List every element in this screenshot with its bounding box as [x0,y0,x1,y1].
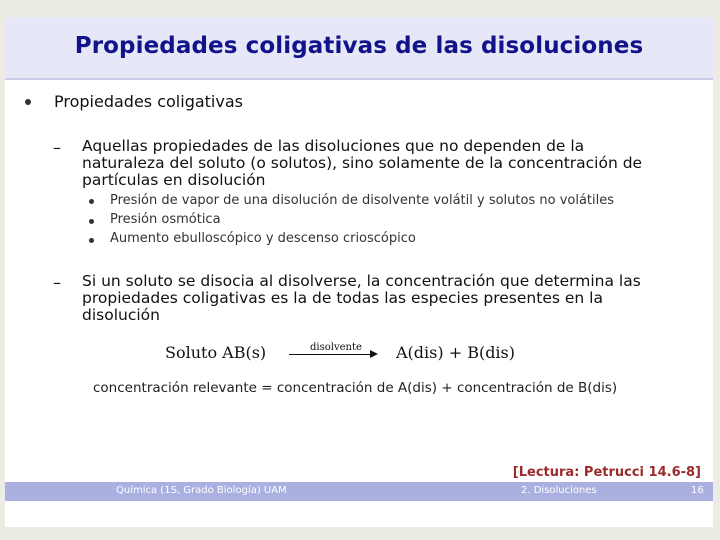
relevance-line: concentración relevante = concentración de A(dis) + concentración de B(dis) [93,380,618,396]
dash-icon: – [53,273,61,292]
section2-line-3: disolución [82,306,160,324]
main-bullet-icon [25,99,31,105]
footer-page-number: 16 [691,485,704,496]
title-divider [5,78,713,80]
equation-arrow-label: disolvente [310,342,362,353]
footer-bar [5,482,713,501]
arrow-head-icon [370,350,378,358]
sub-item-2: Presión osmótica [110,212,221,227]
section1-line-2: naturaleza del soluto (o solutos), sino solamente de la concentración de [82,154,643,172]
sub-bullet-icon [89,238,94,243]
equation-left: Soluto AB(s) [165,343,267,362]
footer-chapter: 2. Disoluciones [521,485,597,496]
title-bar [5,17,713,78]
sub-item-3: Aumento ebulloscópico y descenso crioscópico [110,231,416,246]
reaction-arrow-icon [289,354,371,355]
sub-bullet-icon [89,199,94,204]
section1-line-1: Aquellas propiedades de las disoluciones que no dependen de la [82,137,585,155]
equation-right: A(dis) + B(dis) [396,343,515,362]
main-bullet-text: Propiedades coligativas [54,92,243,111]
section2-line-1: Si un soluto se disocia al disolverse, la concentración que determina las [82,272,641,290]
slide [5,17,713,527]
sub-bullet-icon [89,219,94,224]
section1-line-3: partículas en disolución [82,171,266,189]
footer-course: Química (1S, Grado Biología) UAM [116,485,287,496]
section2-line-2: propiedades coligativas es la de todas las especies presentes en la [82,289,603,307]
slide-title: Propiedades coligativas de las disoluciones [74,33,644,59]
sub-item-1: Presión de vapor de una disolución de disolvente volátil y solutos no volátiles [110,193,615,208]
reading-reference: [Lectura: Petrucci 14.6-8] [512,465,701,480]
dash-icon: – [53,138,61,157]
